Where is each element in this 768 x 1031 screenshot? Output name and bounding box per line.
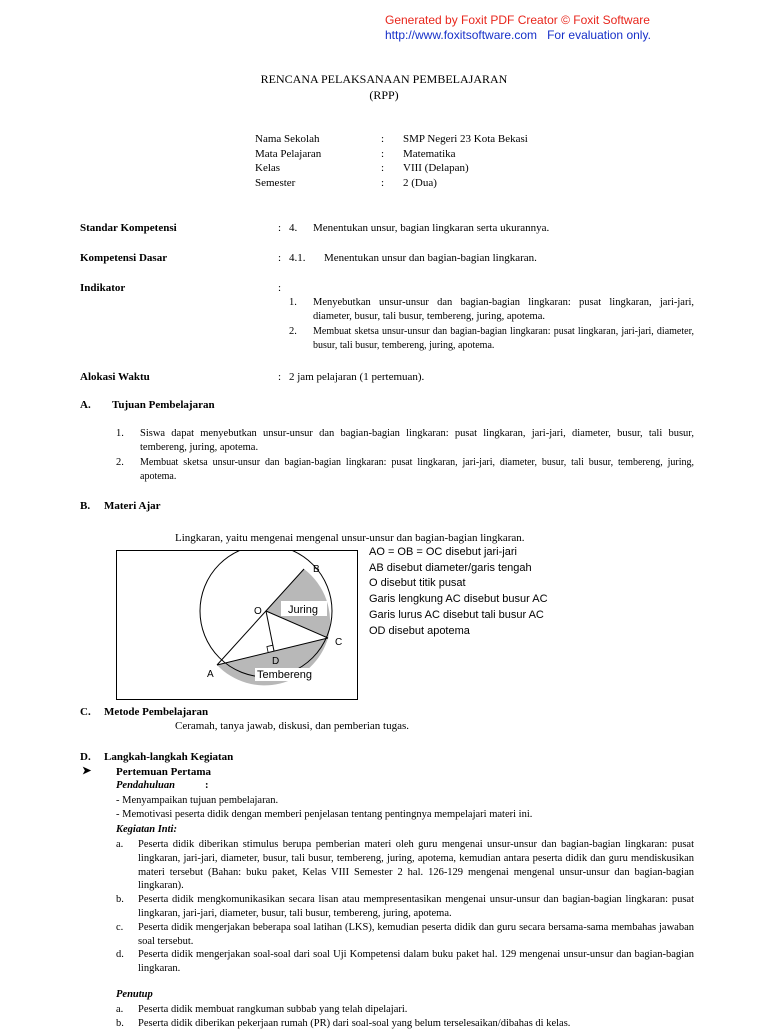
list-item	[289, 325, 694, 353]
list-num: d.	[116, 949, 124, 961]
list-item	[116, 427, 694, 455]
kompetensi-colon: :	[278, 252, 282, 264]
pendahuluan-label: Pendahuluan	[116, 780, 175, 791]
point-a-label: A	[207, 669, 214, 680]
standar-colon: :	[278, 222, 282, 234]
section-c-heading	[80, 705, 208, 720]
list-text: Peserta didik mengerjakan beberapa soal latihan (LKS), kemudian peserta didik dan guru secara bersama-sama membahas jawaban soal tersebut.	[138, 921, 694, 947]
point-c-label: C	[335, 637, 343, 648]
section-d-heading	[80, 750, 233, 765]
standar-text: Menentukan unsur, bagian lingkaran serta ukurannya.	[313, 222, 550, 234]
section-letter: C.	[80, 706, 91, 718]
indikator-label: Indikator	[80, 282, 126, 294]
pendahuluan-colon: :	[205, 780, 209, 791]
tembereng-label: Tembereng	[257, 669, 313, 681]
desc-line: Garis lurus AC disebut tali busur AC	[369, 608, 544, 621]
watermark-line: Generated by Foxit PDF Creator © Foxit Software	[385, 13, 650, 27]
list-item	[116, 921, 694, 949]
list-text: Menyebutkan unsur-unsur dan bagian-bagian lingkaran: pusat lingkaran, jari-jari, diameter, busur, tali busur, tembereng, juring, apotema.	[313, 297, 694, 322]
materi-intro: Lingkaran, yaitu mengenai mengenal unsur-unsur dan bagian-bagian lingkaran.	[175, 532, 525, 544]
list-text: Siswa dapat menyebutkan unsur-unsur dan bagian-bagian lingkaran: pusat lingkaran, jari-jari, diameter, busur, tali busur, tembereng, juring, apotema.	[140, 428, 694, 453]
inti-list	[116, 838, 694, 976]
list-num: 2.	[289, 326, 297, 337]
meeting-title: Pertemuan Pertama	[116, 766, 211, 778]
section-title: Metode Pembelajaran	[104, 706, 209, 718]
info-value: Matematika	[403, 147, 456, 160]
kompetensi-text: Menentukan unsur dan bagian-bagian lingkaran.	[324, 252, 537, 264]
info-colon: :	[381, 147, 385, 160]
info-row	[255, 132, 528, 147]
apotema-line	[266, 611, 274, 651]
section-b-heading	[80, 499, 161, 514]
desc-line: O disebut titik pusat	[369, 577, 466, 590]
info-colon: :	[381, 162, 385, 174]
penutup-list	[116, 1003, 694, 1031]
list-num: c.	[116, 921, 124, 933]
foxit-watermark	[385, 13, 685, 43]
desc-line: Garis lengkung AC disebut busur AC	[369, 593, 548, 606]
list-num: 2.	[116, 457, 124, 468]
info-value: VIII (Delapan)	[403, 162, 469, 174]
list-text: Peserta didik mengkomunikasikan secara lisan atau mempresentasikan mengenai unsur-unsur dan bagian-bagian lingkaran: pusat lingkaran, jari-jari, diameter, busur, tali busur, tembereng, juring, apotema.	[138, 894, 694, 919]
desc-line: AO = OB = OC disebut jari-jari	[369, 546, 517, 558]
desc-line: OD disebut apotema	[369, 624, 470, 637]
info-key: Kelas	[255, 162, 281, 174]
watermark-url[interactable]: http://www.foxitsoftware.com	[385, 28, 538, 42]
pendahuluan-item: - Menyampaikan tujuan pembelajaran.	[116, 795, 279, 806]
pendahuluan-item: - Memotivasi peserta didik dengan memberi penjelasan tentang pentingnya mempelajari materi ini.	[116, 809, 533, 820]
point-b-label: B	[313, 564, 320, 575]
list-text: Peserta didik diberikan stimulus berupa pemberian materi oleh guru mengenai unsur-unsur dan bagian-bagian lingkaran: pusat lingkaran, jari-jari, diameter, busur, tali busur, tembereng, juring, apotema, kemudian antara peserta didik dan guru mendiskusikan materi tersebut (Bahan: buku paket, Kelas VIII Semester 2 hal. 126-129 mengenai mengenal unsur-unsur dan bagian-bagian lingkaran).	[138, 839, 694, 892]
list-text: Peserta didik diberikan pekerjaan rumah (PR) dari soal-soal yang belum terselesaikan/dibahas di kelas.	[138, 1017, 571, 1029]
section-a-heading	[80, 398, 215, 413]
watermark-note: For evaluation only.	[547, 28, 651, 42]
penutup-label: Penutup	[116, 989, 153, 1000]
desc-line: AB disebut diameter/garis tengah	[369, 561, 532, 574]
alokasi-text: 2 jam pelajaran (1 pertemuan).	[289, 371, 425, 383]
section-title: Tujuan Pembelajaran	[112, 399, 215, 411]
list-num: 1.	[289, 297, 297, 308]
info-colon: :	[381, 133, 385, 145]
info-row	[255, 161, 528, 176]
list-item	[116, 893, 694, 921]
document-subtitle: (RPP)	[369, 88, 399, 102]
list-item	[116, 456, 694, 484]
watermark-url-line	[385, 28, 685, 43]
point-o-label: O	[254, 606, 262, 617]
info-key: Nama Sekolah	[255, 133, 320, 145]
info-row	[255, 147, 528, 162]
kompetensi-label: Kompetensi Dasar	[80, 252, 168, 264]
identity-block	[255, 132, 528, 190]
list-num: b.	[116, 1017, 124, 1029]
section-letter: B.	[80, 500, 91, 512]
metode-text: Ceramah, tanya jawab, diskusi, dan pemberian tugas.	[175, 720, 409, 732]
list-num: 1.	[116, 428, 124, 439]
list-num: a.	[116, 839, 124, 850]
document-title: RENCANA PELAKSANAAN PEMBELAJARAN	[260, 72, 508, 86]
list-text: Peserta didik mengerjakan soal-soal dari soal Uji Kompetensi dalam buku paket hal. 129 mengenai unsur-unsur dan bagian-bagian lingkaran.	[138, 949, 694, 975]
list-text: Peserta didik membuat rangkuman subbab yang telah dipelajari.	[138, 1004, 408, 1015]
section-letter: D.	[80, 751, 91, 763]
list-item	[116, 838, 694, 893]
section-title: Materi Ajar	[104, 500, 161, 512]
info-row	[255, 176, 528, 191]
info-value: SMP Negeri 23 Kota Bekasi	[403, 133, 528, 145]
info-colon: :	[381, 176, 385, 189]
list-num: a.	[116, 1004, 124, 1015]
alokasi-colon: :	[278, 371, 282, 383]
indikator-colon: :	[278, 282, 282, 294]
standar-num: 4.	[289, 222, 298, 234]
list-item	[116, 948, 694, 976]
indikator-list	[289, 296, 694, 353]
info-key: Semester	[255, 176, 296, 189]
inti-label: Kegiatan Inti:	[116, 824, 177, 835]
tujuan-list	[116, 427, 694, 484]
info-value: 2 (Dua)	[403, 176, 437, 189]
arrow-bullet-icon: ➤	[82, 765, 92, 777]
alokasi-label: Alokasi Waktu	[80, 371, 150, 383]
section-letter: A.	[80, 399, 91, 411]
circle-figure	[116, 550, 358, 700]
list-text: Membuat sketsa unsur-unsur dan bagian-bagian lingkaran: pusat lingkaran, jari-jari, diameter, busur, tali busur, tembereng, juring, apotema.	[140, 457, 694, 482]
figure-description	[369, 545, 548, 639]
list-item	[289, 296, 694, 324]
info-key: Mata Pelajaran	[255, 147, 322, 160]
juring-label: Juring	[288, 604, 318, 616]
list-item	[116, 1003, 694, 1017]
point-d-label: D	[272, 656, 280, 667]
list-text: Membuat sketsa unsur-unsur dan bagian-bagian lingkaran: pusat lingkaran, jari-jari, diameter, busur, tali busur, tembereng, juring, apotema.	[313, 326, 694, 351]
section-title: Langkah-langkah Kegiatan	[104, 751, 234, 763]
circle-diagram	[117, 551, 357, 699]
standar-label: Standar Kompetensi	[80, 222, 177, 234]
list-num: b.	[116, 894, 124, 906]
kompetensi-num: 4.1.	[289, 252, 306, 264]
